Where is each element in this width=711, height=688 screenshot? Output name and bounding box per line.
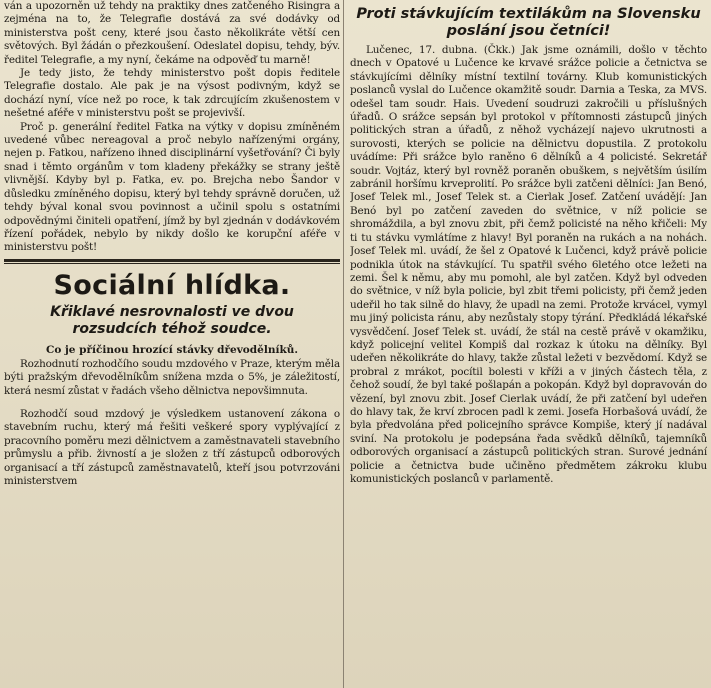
article-subhead: Co je příčinou hrozící stávky dřevodělníků. [45,343,299,356]
left-paragraph-4: Rozhodnutí rozhodčího soudu mzdového v Praze, kterým měla býti pražským dřevodělníkům snížena mzda o 5%, je záležitostí, která nesmí zůstat v řadách všeho dělnictva nepovšimnuta. [4,357,340,397]
right-paragraph-1: Lučenec, 17. dubna. (Čkk.) Jak jsme oznámili, došlo v těchto dnech v Opatové u Lučence ke krvavé srážce policie a četnictva se stávkujícími dělníky místní textilní továrny. Klub komunistických poslanců vyslal do Lučence okamžitě soudr. Darnia a Teska, za MVS. odešel tam soudr. Hais. Uvedení soudruzi zakročili u příslušných úřadů. O srážce sepsán byl protokol v přítomnosti zástupců jiných politických stran a úřadů, z něhož vycházejí najevo ukrutnosti a surovosti, kterých se policie na dělnictvu dopustila. Z protokolu uvádíme: Při srážce bylo raněno 6 dělníků a 4 policisté. Sekretář soudr. Vojtáz, který byl rovněž poraněn obuškem, s největším úsilím zabránil horšímu krveprolití. Po srážce byli zatčeni dělníci: Jan Benó, Josef Telek ml., Josef Telek st. a Cierlak Josef. Zatčení uvádějí: Jan Benó byl po zatčení zaveden do světnice, v níž policie se shromáždila, a byl znovu zbit, při čemž policisté na něho křičeli: My ti tu stávku vymlátíme z hlavy! Byl poraněn na rukách a na nohách. Josef Telek ml. uvádí, že šel z Opatové k Lučenci, když právě policie podnikla útok na stávkující. Tu spatřil svého 6letého otce ležeti na zemi. Šel k němu, aby mu pomohl, ale byl zatčen. Když byl odveden do světnice, v níž byla policie, byl zbit třemi policisty, při čemž jeden udeřil ho tak silně do hlavy, že upadl na zemi. Protože krvácel, vymyl mu jiný policista ránu, aby nezůstaly stopy týrání. Předkládá lékařské vysvědčení. Josef Telek st. uvádí, že stál na cestě právě v okamžiku, když policejní velitel Kompiš dal rozkaz k útoku na dělníky. Byl udeřen několikráte do hlavy, takže zůstal ležeti v bezvědomí. Když se probral z mrákot, pocítil bolesti v kříži a v jiných částech těla, z čehož soudí, že byl také pošlapán a pokopán. Když byl dopravován do vězení, byl znovu zbit. Josef Cierlak uvádí, že při zatčení byl udeřen do hlavy tak, že krví zbrocen padl k zemi. Josefa Horbašová uvádí, že byla předvolána před policejního správce Kompiše, který jí nadával sviní. Na protokolu je podepsána řada svědků dělníků, tajemníků odborových organisací a zástupců politických stran. Surové jednání policie a četnictva bude učiněno předmětem zákroku klubu komunistických poslanců v parlamentě. [350,44,707,485]
left-paragraph-5: Rozhodčí soud mzdový je výsledkem ustanovení zákona o stavebním ruchu, který má řešiti veškeré spory vyplývající z pracovního poměru mezi dělnictvem a zaměstnavateli stavebního průmyslu a přib. živností a je složen z tří zástupců odborových organisací a tří zástupců zaměstnavatelů, kteří jsou potvrzováni ministerstvem [4,407,340,487]
right-article-headline: Proti stávkujícím textilákům na Slovensku poslání jsou četníci! [356,6,701,39]
section-title: Sociální hlídka. [53,269,291,301]
left-column [4,0,340,688]
left-paragraph-1: ván a upozorněn už tehdy na praktiky dnes zatčeného Risingra a zejména na to, že Telegrafie dostává za své dodávky od ministerstva pošt ceny, které jsou často několikráte větší cen světových. Byl žádán o přezkoušení. Odeslatel dopisu, tehdy, býv. ředitel Telegrafie, a my nyní, čekáme na odpověď tu marně! [4,0,340,66]
section-rule-thin [4,263,340,264]
right-column [350,0,707,688]
paragraph-gap [4,398,340,408]
section-rule-thick [4,259,340,262]
column-separator [343,0,344,688]
article-headline: Křiklavé nesrovnalosti ve dvou rozsudcích téhož soudce. [50,303,294,337]
left-paragraph-2: Je tedy jisto, že tehdy ministerstvo pošt dopis ředitele Telegrafie dostalo. Ale pak je na výsost podivným, když se dochází nyní, více než po roce, k tak zdrcujícím zkušenostem v nešetné aféře v ministerstvu pošt se projevivší. [4,67,340,120]
left-paragraph-3: Proč p. generální ředitel Fatka na výtky v dopisu zmíněném uvedené vůbec nereagoval a proč nebylo nařízenými orgány, nejen p. Fatkou, nařízeno ihned disciplinární vyšetřování? Či byly snad i těmto orgánům v tom kladeny překážky se strany ještě vlivnější. Kdyby byl p. Fatka, ev. po. Brejcha nebo Šandor v důsledku zmíněného dopisu, který byl tehdy správně doručen, už tehdy býval konal svou povinnost a učinil spolu s ostatními odpovědnými činiteli opatření, jímž by byl zjednán v dodávkovém řízení pořádek, nebylo by nikdy došlo ke korupční aféře v ministerstvu pošt! [4,120,340,254]
